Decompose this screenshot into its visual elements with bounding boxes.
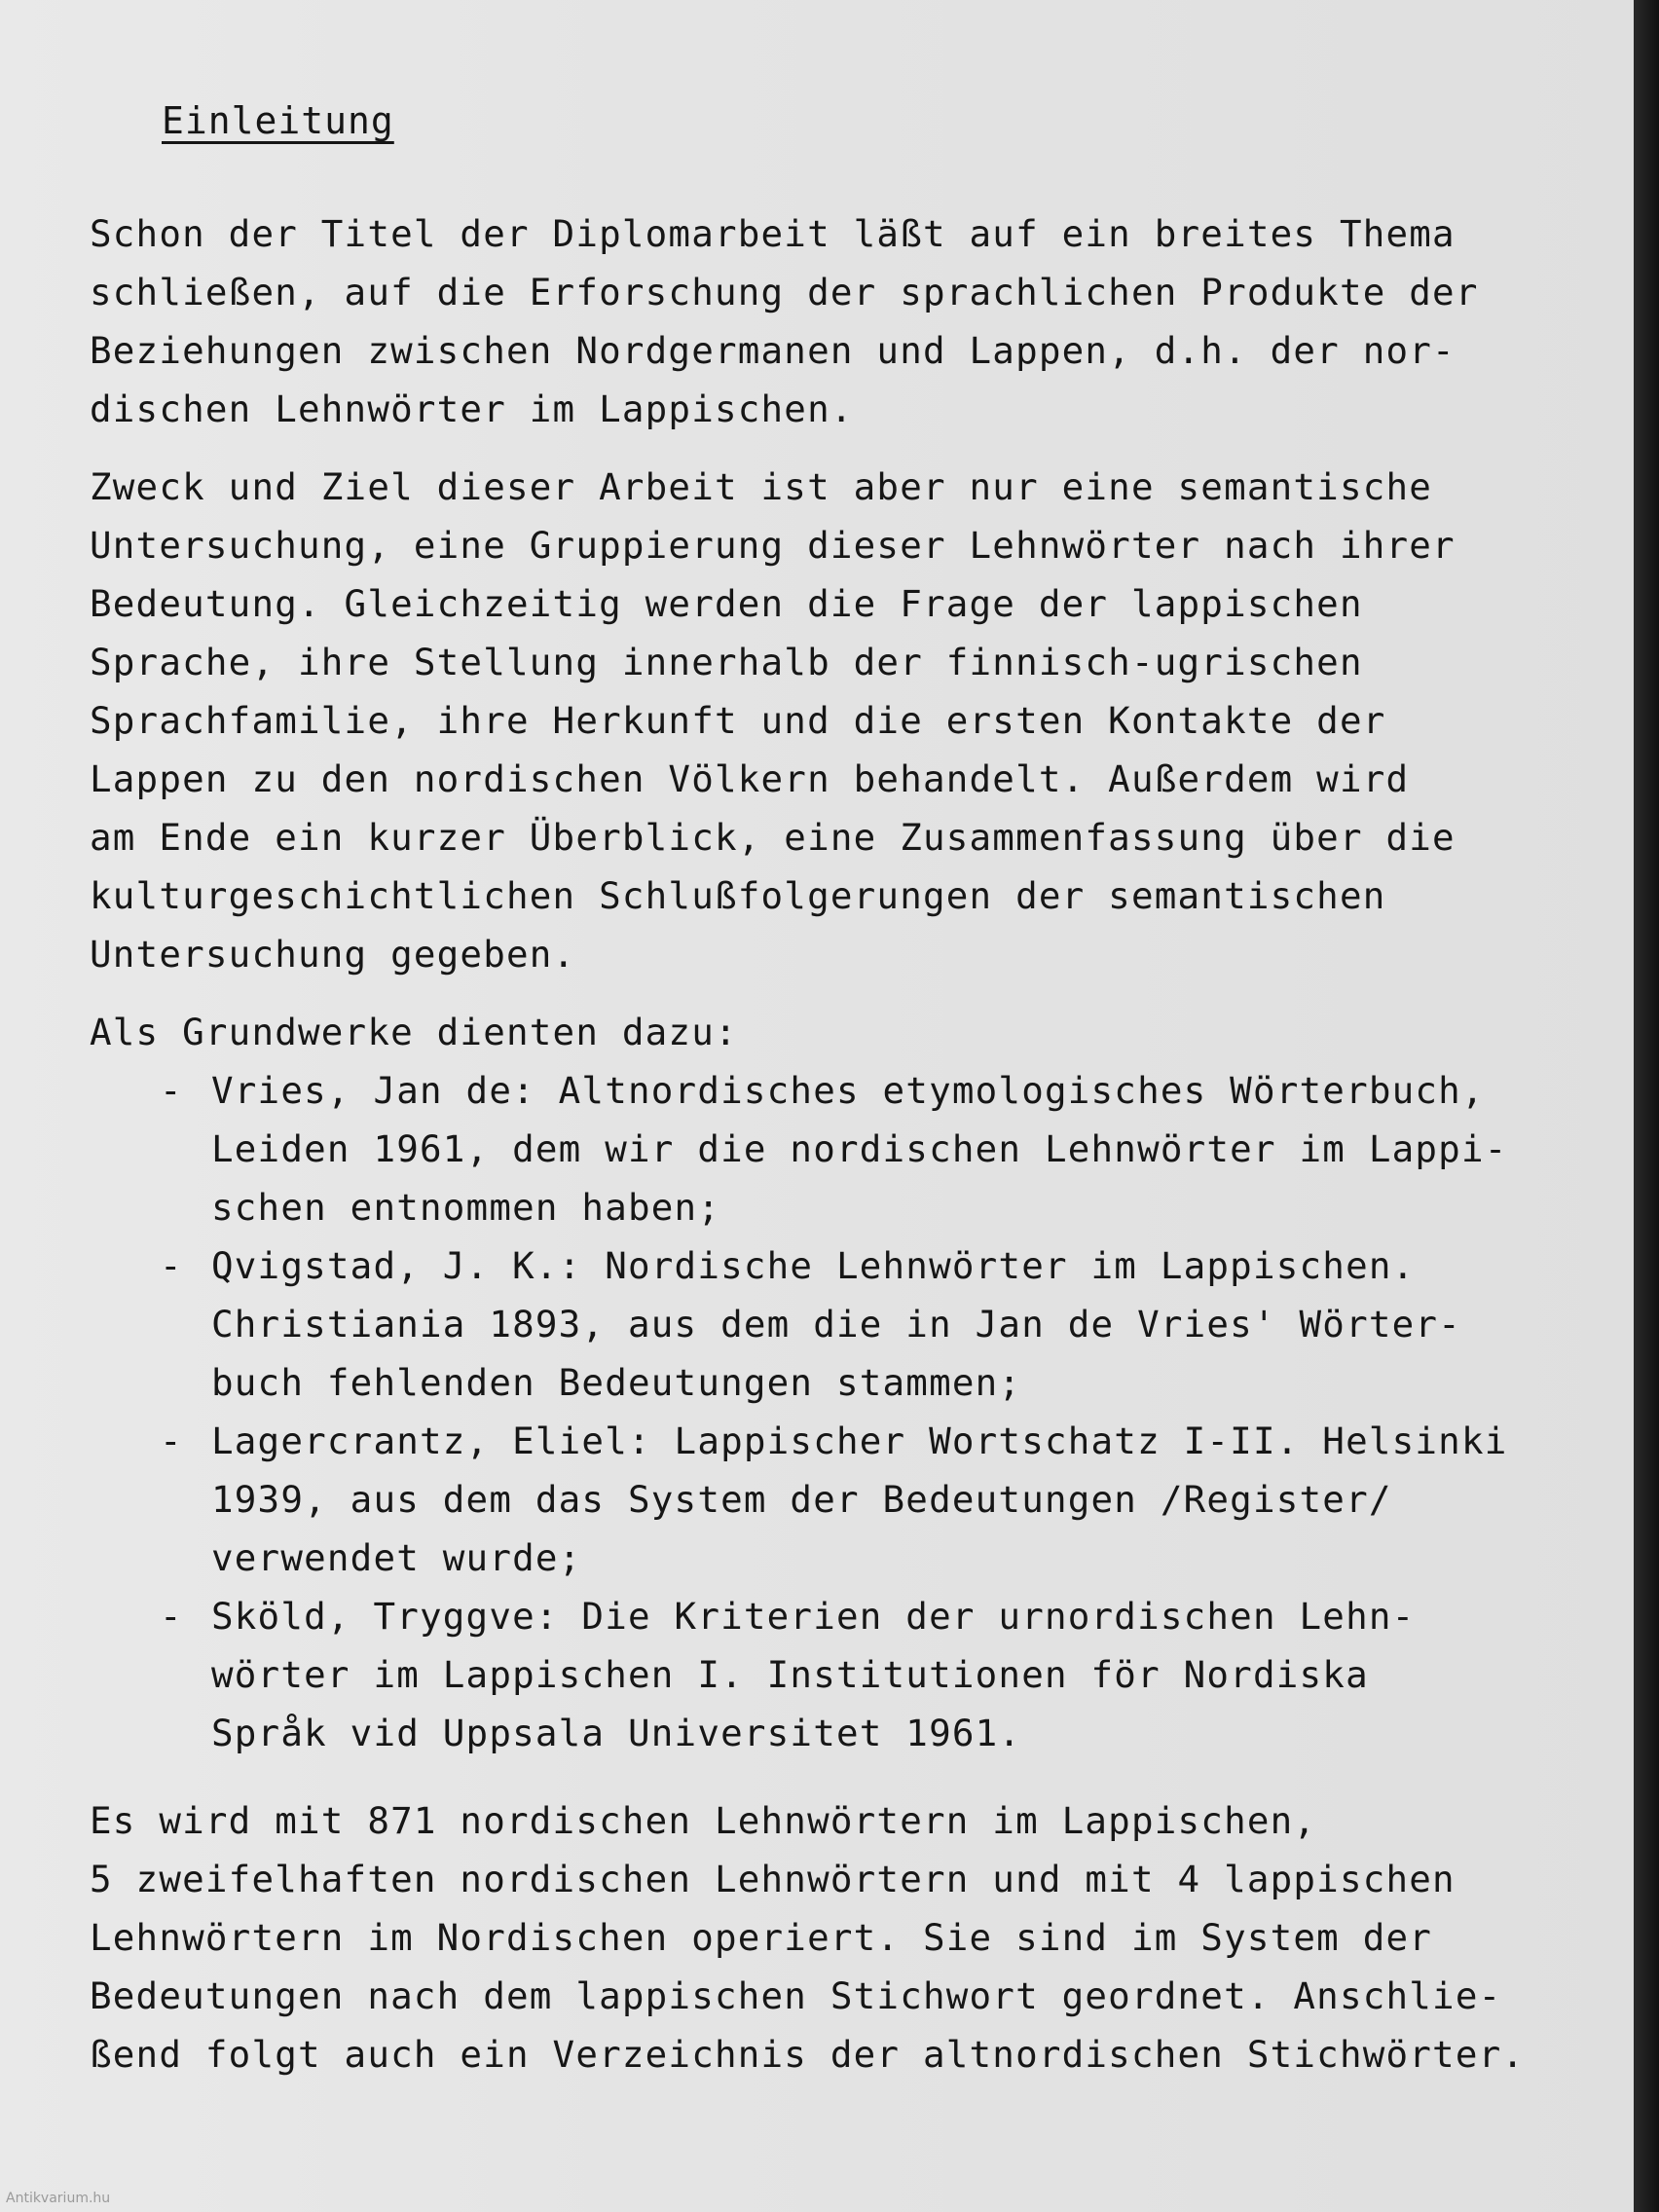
watermark-text: Antikvarium.hu: [6, 2191, 111, 2206]
source-text: Sköld, Tryggve: Die Kriterien der urnordischen Lehn-: [211, 1595, 1416, 1638]
source-item-skold: [90, 1587, 1508, 1762]
text-line: schließen, auf die Erforschung der sprachlichen Produkte der: [90, 271, 1479, 313]
text-line: Untersuchung, eine Gruppierung dieser Lehnwörter nach ihrer: [90, 524, 1456, 567]
source-text: Leiden 1961, dem wir die nordischen Lehnwörter im Lappi-: [211, 1127, 1508, 1170]
text-line: Schon der Titel der Diplomarbeit läßt auf ein breites Thema: [90, 212, 1456, 255]
sources-section: [90, 1003, 1508, 1762]
source-line: [90, 1412, 1508, 1470]
paragraph-intro: [90, 204, 1479, 438]
text-line: ßend folgt auch ein Verzeichnis der altnordischen Stichwörter.: [90, 2033, 1526, 2076]
text-line: Lehnwörtern im Nordischen operiert. Sie sind im System der: [90, 1916, 1433, 1959]
text-line: Sprache, ihre Stellung innerhalb der finnisch-ugrischen: [90, 641, 1363, 683]
list-dash: -: [160, 1595, 183, 1638]
list-dash: -: [160, 1419, 183, 1462]
text-line: Es wird mit 871 nordischen Lehnwörtern im Lappischen,: [90, 1799, 1317, 1842]
source-line: [90, 1061, 1508, 1120]
section-heading: Einleitung: [162, 99, 394, 142]
source-text: schen entnommen haben;: [211, 1186, 721, 1229]
text-line: dischen Lehnwörter im Lappischen.: [90, 387, 854, 430]
source-text: 1939, aus dem das System der Bedeutungen /Register/: [211, 1478, 1392, 1521]
text-line: Lappen zu den nordischen Völkern behandelt. Außerdem wird: [90, 757, 1410, 800]
text-line: Bedeutungen nach dem lappischen Stichwort geordnet. Anschlie-: [90, 1974, 1502, 2017]
source-text: Vries, Jan de: Altnordisches etymologisches Wörterbuch,: [211, 1069, 1485, 1112]
text-line: Beziehungen zwischen Nordgermanen und Lappen, d.h. der nor-: [90, 329, 1456, 372]
source-text: buch fehlenden Bedeutungen stammen;: [211, 1361, 1022, 1404]
source-item-vries: [90, 1061, 1508, 1236]
source-text: Qvigstad, J. K.: Nordische Lehnwörter im Lappischen.: [211, 1244, 1416, 1287]
text-line: am Ende ein kurzer Überblick, eine Zusammenfassung über die: [90, 816, 1456, 859]
paragraph-corpus: [90, 1791, 1525, 2083]
text-line: kulturgeschichtlichen Schlußfolgerungen der semantischen: [90, 874, 1386, 917]
source-text: Språk vid Uppsala Universitet 1961.: [211, 1712, 1022, 1754]
source-text: wörter im Lappischen I. Institutionen för Nordiska: [211, 1653, 1369, 1696]
paragraph-purpose: [90, 458, 1456, 983]
list-dash: -: [160, 1244, 183, 1287]
source-line: [90, 1236, 1508, 1295]
text-line: Bedeutung. Gleichzeitig werden die Frage der lappischen: [90, 582, 1363, 625]
source-line: [90, 1587, 1508, 1645]
page-edge-shadow: [1634, 0, 1659, 2212]
text-line: Untersuchung gegeben.: [90, 933, 576, 976]
text-line: Sprachfamilie, ihre Herkunft und die ersten Kontakte der: [90, 699, 1386, 742]
source-text: Christiania 1893, aus dem die in Jan de Vries' Wörter-: [211, 1303, 1461, 1346]
source-text: Lagercrantz, Eliel: Lappischer Wortschatz I-II. Helsinki: [211, 1419, 1508, 1462]
text-line: Zweck und Ziel dieser Arbeit ist aber nur eine semantische: [90, 465, 1433, 508]
sources-intro: Als Grundwerke dienten dazu:: [90, 1011, 738, 1053]
list-dash: -: [160, 1069, 183, 1112]
source-text: verwendet wurde;: [211, 1536, 582, 1579]
text-line: 5 zweifelhaften nordischen Lehnwörtern und mit 4 lappischen: [90, 1858, 1456, 1900]
source-item-qvigstad: [90, 1236, 1508, 1412]
source-item-lagercrantz: [90, 1412, 1508, 1587]
